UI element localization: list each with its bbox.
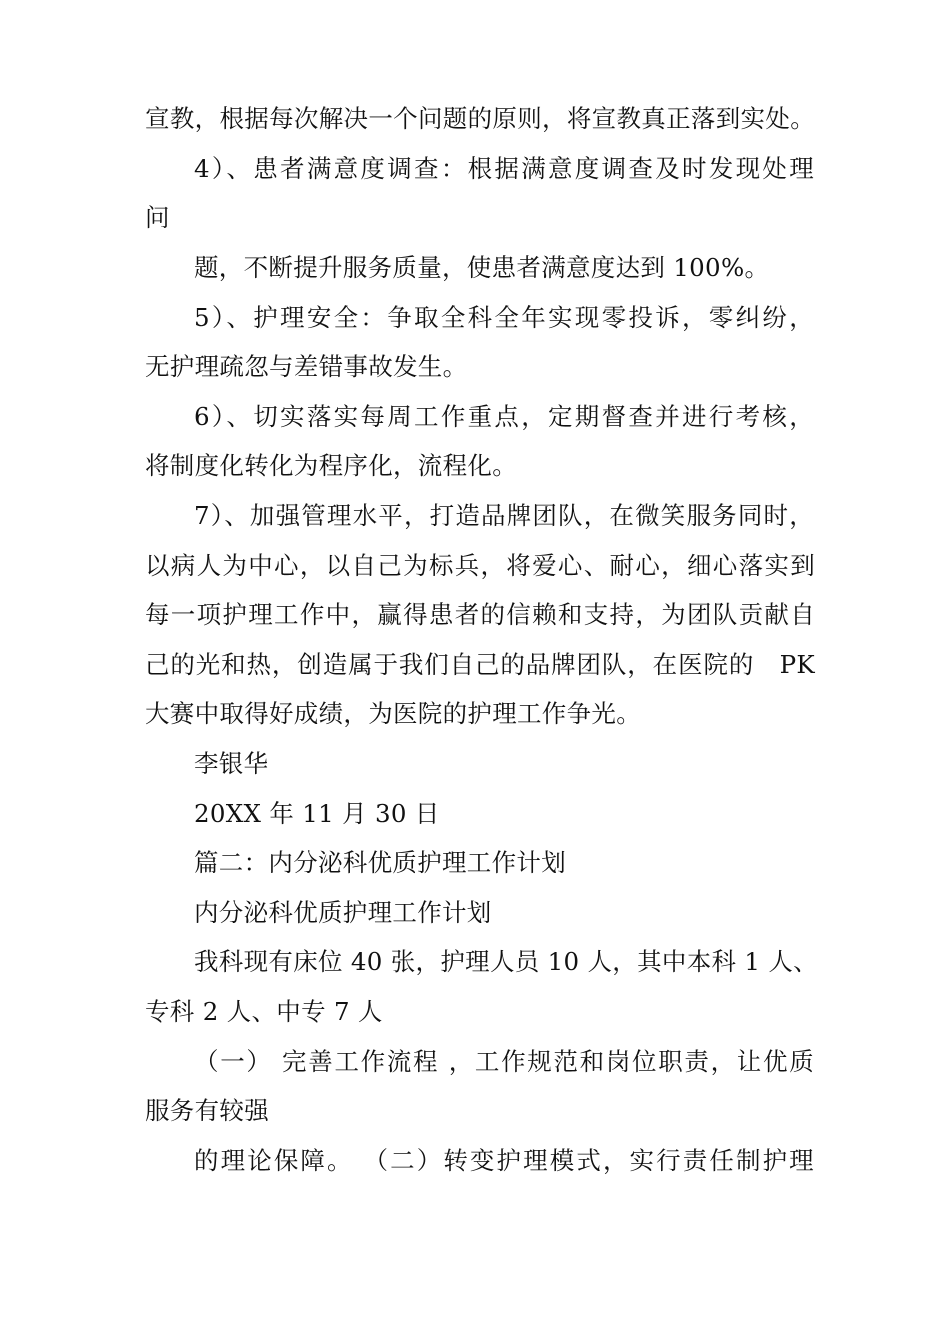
text-line-4: 题，不断提升服务质量，使患者满意度达到 100%。 [194, 253, 770, 282]
text-line-18: 我科现有床位 40 张，护理人员 10 人，其中本科 1 人、 [194, 947, 818, 976]
text-line-21: 服务有较强 [145, 1096, 269, 1125]
text-line-9: 7）、加强管理水平，打造品牌团队，在微笑服务同时， [194, 501, 814, 530]
text-line-6: 无护理疏忽与差错事故发生。 [145, 352, 468, 381]
text-line-5: 5）、护理安全：争取全科全年实现零投诉，零纠纷， [194, 303, 814, 332]
signature-name: 李银华 [194, 749, 269, 778]
section-title: 内分泌科优质护理工作计划 [194, 898, 492, 927]
text-line-20: （一） 完善工作流程 ，工作规范和岗位职责，让优质 [194, 1047, 814, 1076]
text-line-8: 将制度化转化为程序化，流程化。 [145, 451, 517, 480]
text-line-3: 问 [145, 203, 170, 232]
section-heading: 篇二：内分泌科优质护理工作计划 [194, 848, 566, 877]
text-line-12: 己的光和热，创造属于我们自己的品牌团队，在医院的 PK [145, 650, 815, 679]
text-line-2: 4）、患者满意度调查：根据满意度调查及时发现处理 [194, 154, 814, 183]
signature-date: 20XX 年 11 月 30 日 [194, 799, 440, 828]
text-line-7: 6）、切实落实每周工作重点，定期督查并进行考核， [194, 402, 814, 431]
text-line-22: 的理论保障。 （二）转变护理模式，实行责任制护理 [194, 1146, 814, 1175]
text-line-11: 每一项护理工作中，赢得患者的信赖和支持，为团队贡献自 [145, 600, 815, 629]
text-line-19: 专科 2 人、中专 7 人 [145, 997, 383, 1026]
text-line-13: 大赛中取得好成绩，为医院的护理工作争光。 [145, 699, 641, 728]
text-line-10: 以病人为中心，以自己为标兵，将爱心、耐心，细心落实到 [145, 551, 815, 580]
text-line-1: 宣教，根据每次解决一个问题的原则，将宣教真正落到实处。 [145, 104, 815, 133]
